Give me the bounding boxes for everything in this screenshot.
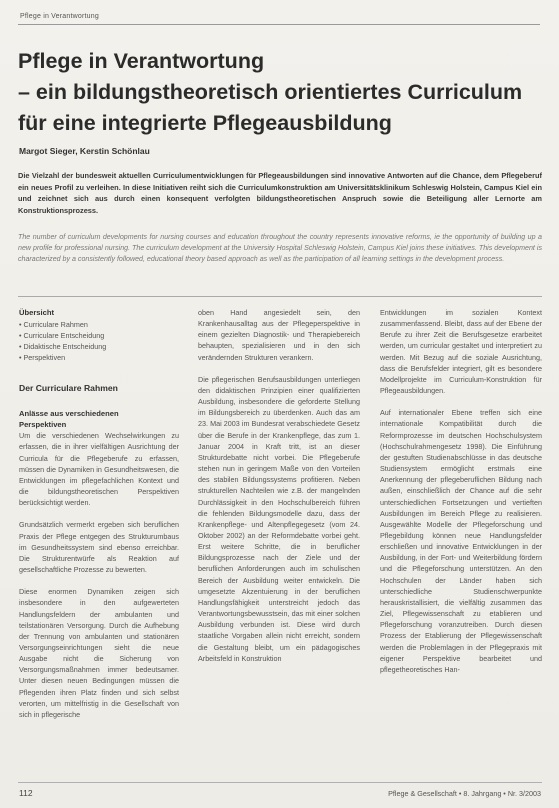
article-title <box>18 46 548 139</box>
body-paragraph: Auf internationaler Ebene treffen sich eine internationale Kompatibilität durch die Reformprozesse im deutschen Hochschulsystem (Hochschulrahmengesetz 1998). Die Einführung der gestuften Studienabschlüsse in das deutsche Studiensystem ermöglicht erstmals eine Anerkennung der pflegeberuflichen Bildung nach außen, einschließlich der Chance auf die sehr unterschiedlichen Fortsetzungen und vertieften Ausbildungen im Bereich Pflege zu realisieren. Ausgewählte Modelle der Pflegeforschung und Pflegebildung können neue Handlungsfelder erschließen und innovative Entwicklungen in der Ausbildung, in der Fort- und Weiterbildung fördern und die Pflegeforschung unterstützen. An den Hochschulen der Länder haben sich unterschiedliche Studienschwerpunkte herauskristallisiert, die vielfältig zusammen das Ziel, Pflegewissenschaft zu etablieren und Pflegeforschung voranzutreiben. Durch diesen Prozess der Etablierung der Pflegewissenschaft werden die Problemlagen in der Pflegepraxis mit eigener Perspektive bearbeitet und pflegetheoretisches Han- <box>380 408 542 674</box>
body-paragraph: Diese enormen Dynamiken zeigen sich insbesondere in den aufgewerteten Handlungsfeldern der ambulanten und teilstationären Versorgung. Durch die Aufhebung der Trennung von ambulanten und stationären Versorgungseinrichtungen sieht die neue Ausgabe nicht die Sicherung von Versorgungsmaßnahmen immer bedeutsamer. Unter diesen neuen Bedingungen müssen die Pflegenden ihren Platz finden und sich selbst verorten, um mittelfristig in die Gesellschaft von sich in pflegerische <box>19 587 179 719</box>
header-rule <box>18 24 540 25</box>
title-line: für eine integrierte Pflegeausbildung <box>18 111 392 135</box>
title-line: Pflege in Verantwortung <box>18 49 265 73</box>
running-head: Pflege in Verantwortung <box>20 13 99 20</box>
subsection-heading-line: Anlässe aus verschiedenen <box>19 409 119 419</box>
footer-rule <box>18 782 542 783</box>
body-paragraph: Entwicklungen im sozialen Kontext zusammenfassend. Bleibt, dass auf der Ebene der Berufe zu ihrer Zeit die Berufsgesetze erarbeitet werden, um curricular gestaltet und interpretiert zu werden. Mit Bezug auf die soziale Ausrichtung, dass die Berufsfelder integriert, gilt es besondere Modellprojekte im Curriculum-Konstruktion für Pflegeausbildungen. <box>380 308 542 396</box>
section-divider <box>18 296 542 297</box>
body-paragraph: Grundsätzlich vermerkt ergeben sich beruflichen Praxis der Pflege entgegen des Strukturumbaus im Gesundheitssystem sind ebenso erreichbar. Die Strukturentwürfe als Reaktion auf gesellschaftliche Prozesse zu bewerten. <box>19 520 179 575</box>
column-left <box>19 307 179 720</box>
toc-item: • Perspektiven <box>19 353 66 363</box>
column-middle <box>198 307 360 664</box>
title-line: – ein bildungstheoretisch orientiertes Curriculum <box>18 80 523 104</box>
toc-heading: Übersicht <box>19 308 55 317</box>
toc-item: • Curriculare Rahmen <box>19 320 88 330</box>
authors: Margot Sieger, Kerstin Schönlau <box>19 146 150 156</box>
lead-paragraph: Die Vielzahl der bundesweit aktuellen Curriculumentwicklungen für Pflegeausbildungen sind innovative Antworten auf die Chance, dem Pflegeberuf ein neues Profil zu verleihen. In diese Initiativen reiht sich die Curriculumkonstruktion am Universitätsklinikum Schleswig Holstein, Campus Kiel ein und zeichnet sich aus durch einen konsequent verfolgten bildungstheoretischen Anspruch sowie die Beteiligung aller Lernorte am Konstruktionsprozess. <box>18 171 542 215</box>
toc-list <box>19 319 179 363</box>
english-abstract: The number of curriculum developments for nursing courses and education throughout the country represents innovative reforms, ie the opportunity of building up a new profile for professional nursing. The curriculum development at the University Hospital Schleswig Holstein, Campus Kiel joins these initiatives. This development is characterized by a consistently followed, educational theory based approach as well as the participation of all learning settings in the development process. <box>18 233 542 264</box>
journal-reference: Pflege & Gesellschaft • 8. Jahrgang • Nr. 3/2003 <box>388 789 541 798</box>
column-right <box>380 307 542 675</box>
section-heading: Der Curriculare Rahmen <box>19 383 118 394</box>
body-paragraph: Um die verschiedenen Wechselwirkungen zu erfassen, die in ihrer vielfältigen Ausrichtung der Curricula für die Pflegeberufe zu erfassen, müssen die Dynamiken in Gesundheitswesen, die Entwicklungen im pflegefachlichen Kontext und die bildungstheoretischen Perspektiven berücksichtigt werden. <box>19 431 179 508</box>
body-paragraph: oben Hand angesiedelt sein, den Krankenhausalltag aus der Pflegeperspektive in einem gezielten Diagnostik- und Therapiebereich behaupten, spezialisieren und in den sich verändernden Strukturen verankern. <box>198 308 360 362</box>
subsection-heading-line: Perspektiven <box>19 420 67 430</box>
toc-item: • Curriculare Entscheidung <box>19 331 105 341</box>
body-paragraph: Die pflegerischen Berufsausbildungen unterliegen den didaktischen Prinzipien einer qualifizierten Ausbildung, insbesondere die geforderte Stellung im Bildungsbereich zu überdenken. Auch das am 23. Mai 2003 im Bundesrat verabschiedete Gesetz über die Berufe in der Krankenpflege, das zum 1. Januar 2004 in Kraft tritt, ist an dieser Strukturdebatte nicht vorbei. Die Pflegeberufe stehen nun in geringem Maße von den Vorteilen des stabilen Bildungssystems profitieren. Neben strukturellen Nachteilen wie z.B. der mangelnden Durchlässigkeit in den Hochschulbereich führen die fehlenden Bildungsmodelle dazu, dass der Krankenpflege- und Altenpflegegesetz (vom 24. Oktober 2002) an der Reformdebatte vorbei geht. Erst weitere Schritte, die in beruflicher Bildungsprozesse nach der Ziele und der beruflichen Anforderungen auch im schulischen Bereich der Ausbildung weiter entwickeln. Die umgesetzte Akzentuierung in der beruflichen Handlungsfähigkeit unterstreicht jedoch das Verantwortungsbewusstsein, das mit einer solchen Ausbildung verbunden ist. Diese wird durch staatliche Vorgaben allein nicht erreicht, sondern die Gestaltung bleibt, um ein pädagogisches Arbeitsfeld in Konstruktion <box>198 374 360 663</box>
page-number: 112 <box>19 788 33 798</box>
toc-item: • Didaktische Entscheidung <box>19 342 107 352</box>
